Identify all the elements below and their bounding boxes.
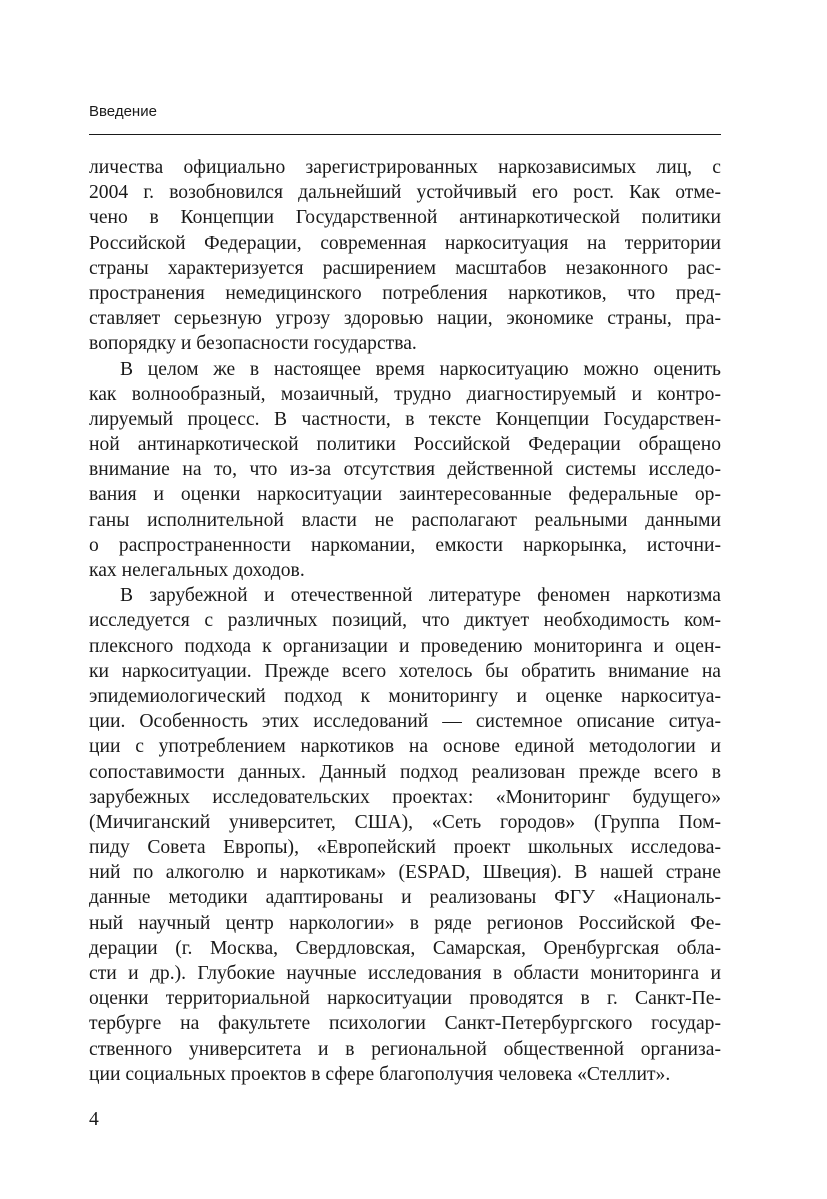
text-line: внимание на то, что из-за отсутствия действенной системы исследо- [89,459,721,481]
text-line: как волнообразный, мозаичный, трудно диагностируемый и контро- [89,383,721,405]
running-head-title: Введение [89,103,157,120]
text-line: ставляет серьезную угрозу здоровью нации, экономике страны, пра- [89,308,721,330]
text-line: дерации (г. Москва, Свердловская, Самарская, Оренбургская обла- [89,937,721,959]
text-line: ки наркоситуации. Прежде всего хотелось бы обратить внимание на [89,660,721,682]
text-line: лируемый процесс. В частности, в тексте Концепции Государствен- [89,408,721,430]
text-line: вания и оценки наркоситуации заинтересованные федеральные ор- [89,484,721,506]
text-line: личества официально зарегистрированных наркозависимых лиц, с [89,157,721,178]
header-divider [89,134,721,135]
paragraph [89,357,721,584]
text-line: ной антинаркотической политики Российской Федерации обращено [89,434,721,456]
text-line: ный научный центр наркологии» в ряде регионов Российской Фе- [89,912,721,934]
text-line: страны характеризуется расширением масштабов незаконного рас- [89,257,721,279]
text-line: ганы исполнительной власти не располагают реальными данными [89,509,721,531]
text-line: о распространенности наркомании, емкости наркорынка, источни- [89,534,721,556]
page-number: 4 [89,1109,99,1130]
text-line: сопоставимости данных. Данный подход реализован прежде всего в [89,761,721,783]
text-line: пиду Совета Европы), «Европейский проект школьных исследова- [89,837,721,859]
text-line: вопорядку и безопасности государства. [89,333,417,355]
text-line: В зарубежной и отечественной литературе феномен наркотизма [120,585,721,607]
text-line: сти и др.). Глубокие научные исследования в области мониторинга и [89,963,721,984]
text-line: 2004 г. возобновился дальнейший устойчивый его рост. Как отме- [89,182,721,204]
body-text [89,155,721,1087]
text-line: ний по алкоголю и наркотикам» (ESPAD, Швеция). В нашей стране [89,862,721,884]
text-line: ственного университета и в региональной общественной организа- [89,1038,721,1060]
text-line: В целом же в настоящее время наркоситуацию можно оценить [120,358,721,380]
text-line: исследуется с различных позиций, что диктует необходимость ком- [89,610,721,632]
text-line: данные методики адаптированы и реализованы ФГУ «Националь- [89,887,721,909]
text-line: ках нелегальных доходов. [89,560,305,581]
text-line: ции. Особенность этих исследований — системное описание ситуа- [89,711,721,733]
text-line: оценки территориальной наркоситуации проводятся в г. Санкт-Пе- [89,988,721,1010]
text-line: Российской Федерации, современная наркоситуация на территории [89,232,721,254]
paragraph [89,155,721,357]
text-line: ции с употреблением наркотиков на основе единой методологии и [89,736,721,758]
text-line: пространения немедицинского потребления наркотиков, что пред- [89,282,721,304]
text-line: тербурге на факультете психологии Санкт-Петербургского государ- [89,1013,721,1035]
text-line: чено в Концепции Государственной антинаркотической политики [89,207,721,229]
text-line: эпидемиологический подход к мониторингу и оценке наркоситуа- [89,685,721,707]
text-line: плексного подхода к организации и проведению мониторинга и оцен- [89,635,721,657]
text-line: зарубежных исследовательских проектах: «Мониторинг будущего» [89,786,721,808]
text-line: (Мичиганский университет, США), «Сеть городов» (Группа Пом- [89,811,721,833]
text-line: ции социальных проектов в сфере благополучия человека «Стеллит». [89,1063,671,1085]
paragraph [89,583,721,1087]
